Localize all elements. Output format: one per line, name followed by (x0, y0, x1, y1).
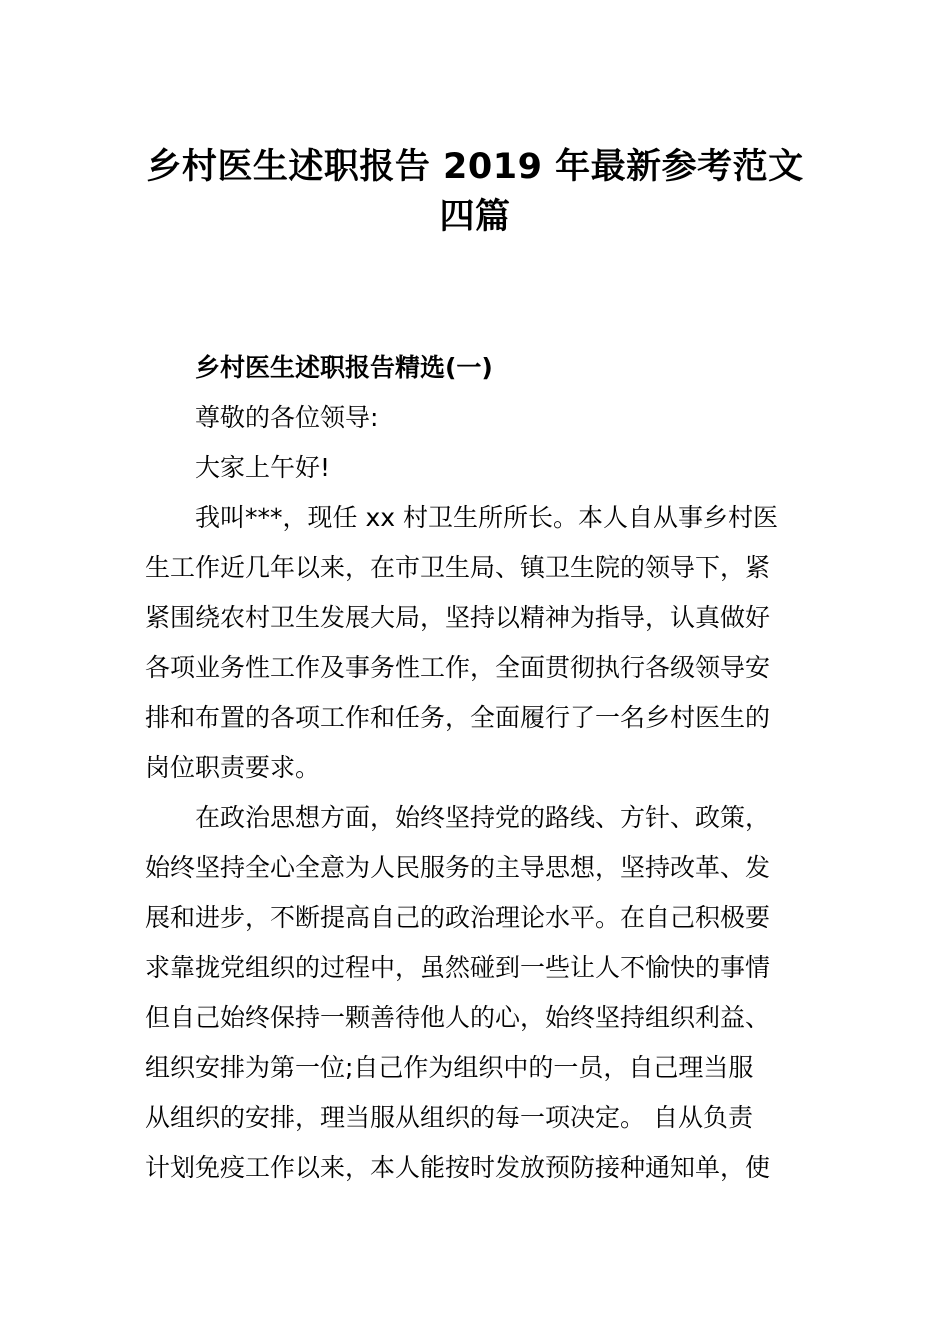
paragraph-line: 始终坚持全心全意为人民服务的主导思想，坚持改革、发 (145, 853, 771, 882)
paragraph-line: 从组织的安排，理当服从组织的每一项决定。 自从负责 (145, 1103, 753, 1132)
paragraph-line: 我叫***，现任 xx 村卫生所所长。本人自从事乡村医 (195, 503, 778, 532)
paragraph-line: 在政治思想方面，始终坚持党的路线、方针、政策， (195, 803, 771, 832)
section-heading: 乡村医生述职报告精选(一) (195, 353, 493, 382)
document-title: 乡村医生述职报告 2019 年最新参考范文四篇 (146, 147, 804, 237)
paragraph-line: 紧围绕农村卫生发展大局，坚持以精神为指导，认真做好 (145, 603, 771, 632)
paragraph-line: 展和进步，不断提高自己的政治理论水平。在自己积极要 (145, 903, 771, 932)
document-body (145, 343, 790, 1193)
paragraph-2 (145, 793, 790, 1193)
greeting: 大家上午好! (195, 453, 331, 482)
salutation: 尊敬的各位领导: (195, 403, 379, 432)
paragraph-line: 排和布置的各项工作和任务，全面履行了一名乡村医生的 (145, 703, 771, 732)
paragraph-line: 求靠拢党组织的过程中，虽然碰到一些让人不愉快的事情 (145, 953, 771, 982)
paragraph-line: 但自己始终保持一颗善待他人的心，始终坚持组织利益、 (145, 1003, 771, 1032)
paragraph-line: 岗位职责要求。 (145, 753, 321, 782)
paragraph-line: 计划免疫工作以来，本人能按时发放预防接种通知单，使 (145, 1153, 771, 1182)
paragraph-line: 组织安排为第一位;自己作为组织中的一员，自己理当服 (145, 1053, 754, 1082)
paragraph-line: 各项业务性工作及事务性工作，全面贯彻执行各级领导安 (145, 653, 771, 682)
paragraph-1 (145, 493, 790, 793)
paragraph-line: 生工作近几年以来，在市卫生局、镇卫生院的领导下，紧 (145, 553, 771, 582)
